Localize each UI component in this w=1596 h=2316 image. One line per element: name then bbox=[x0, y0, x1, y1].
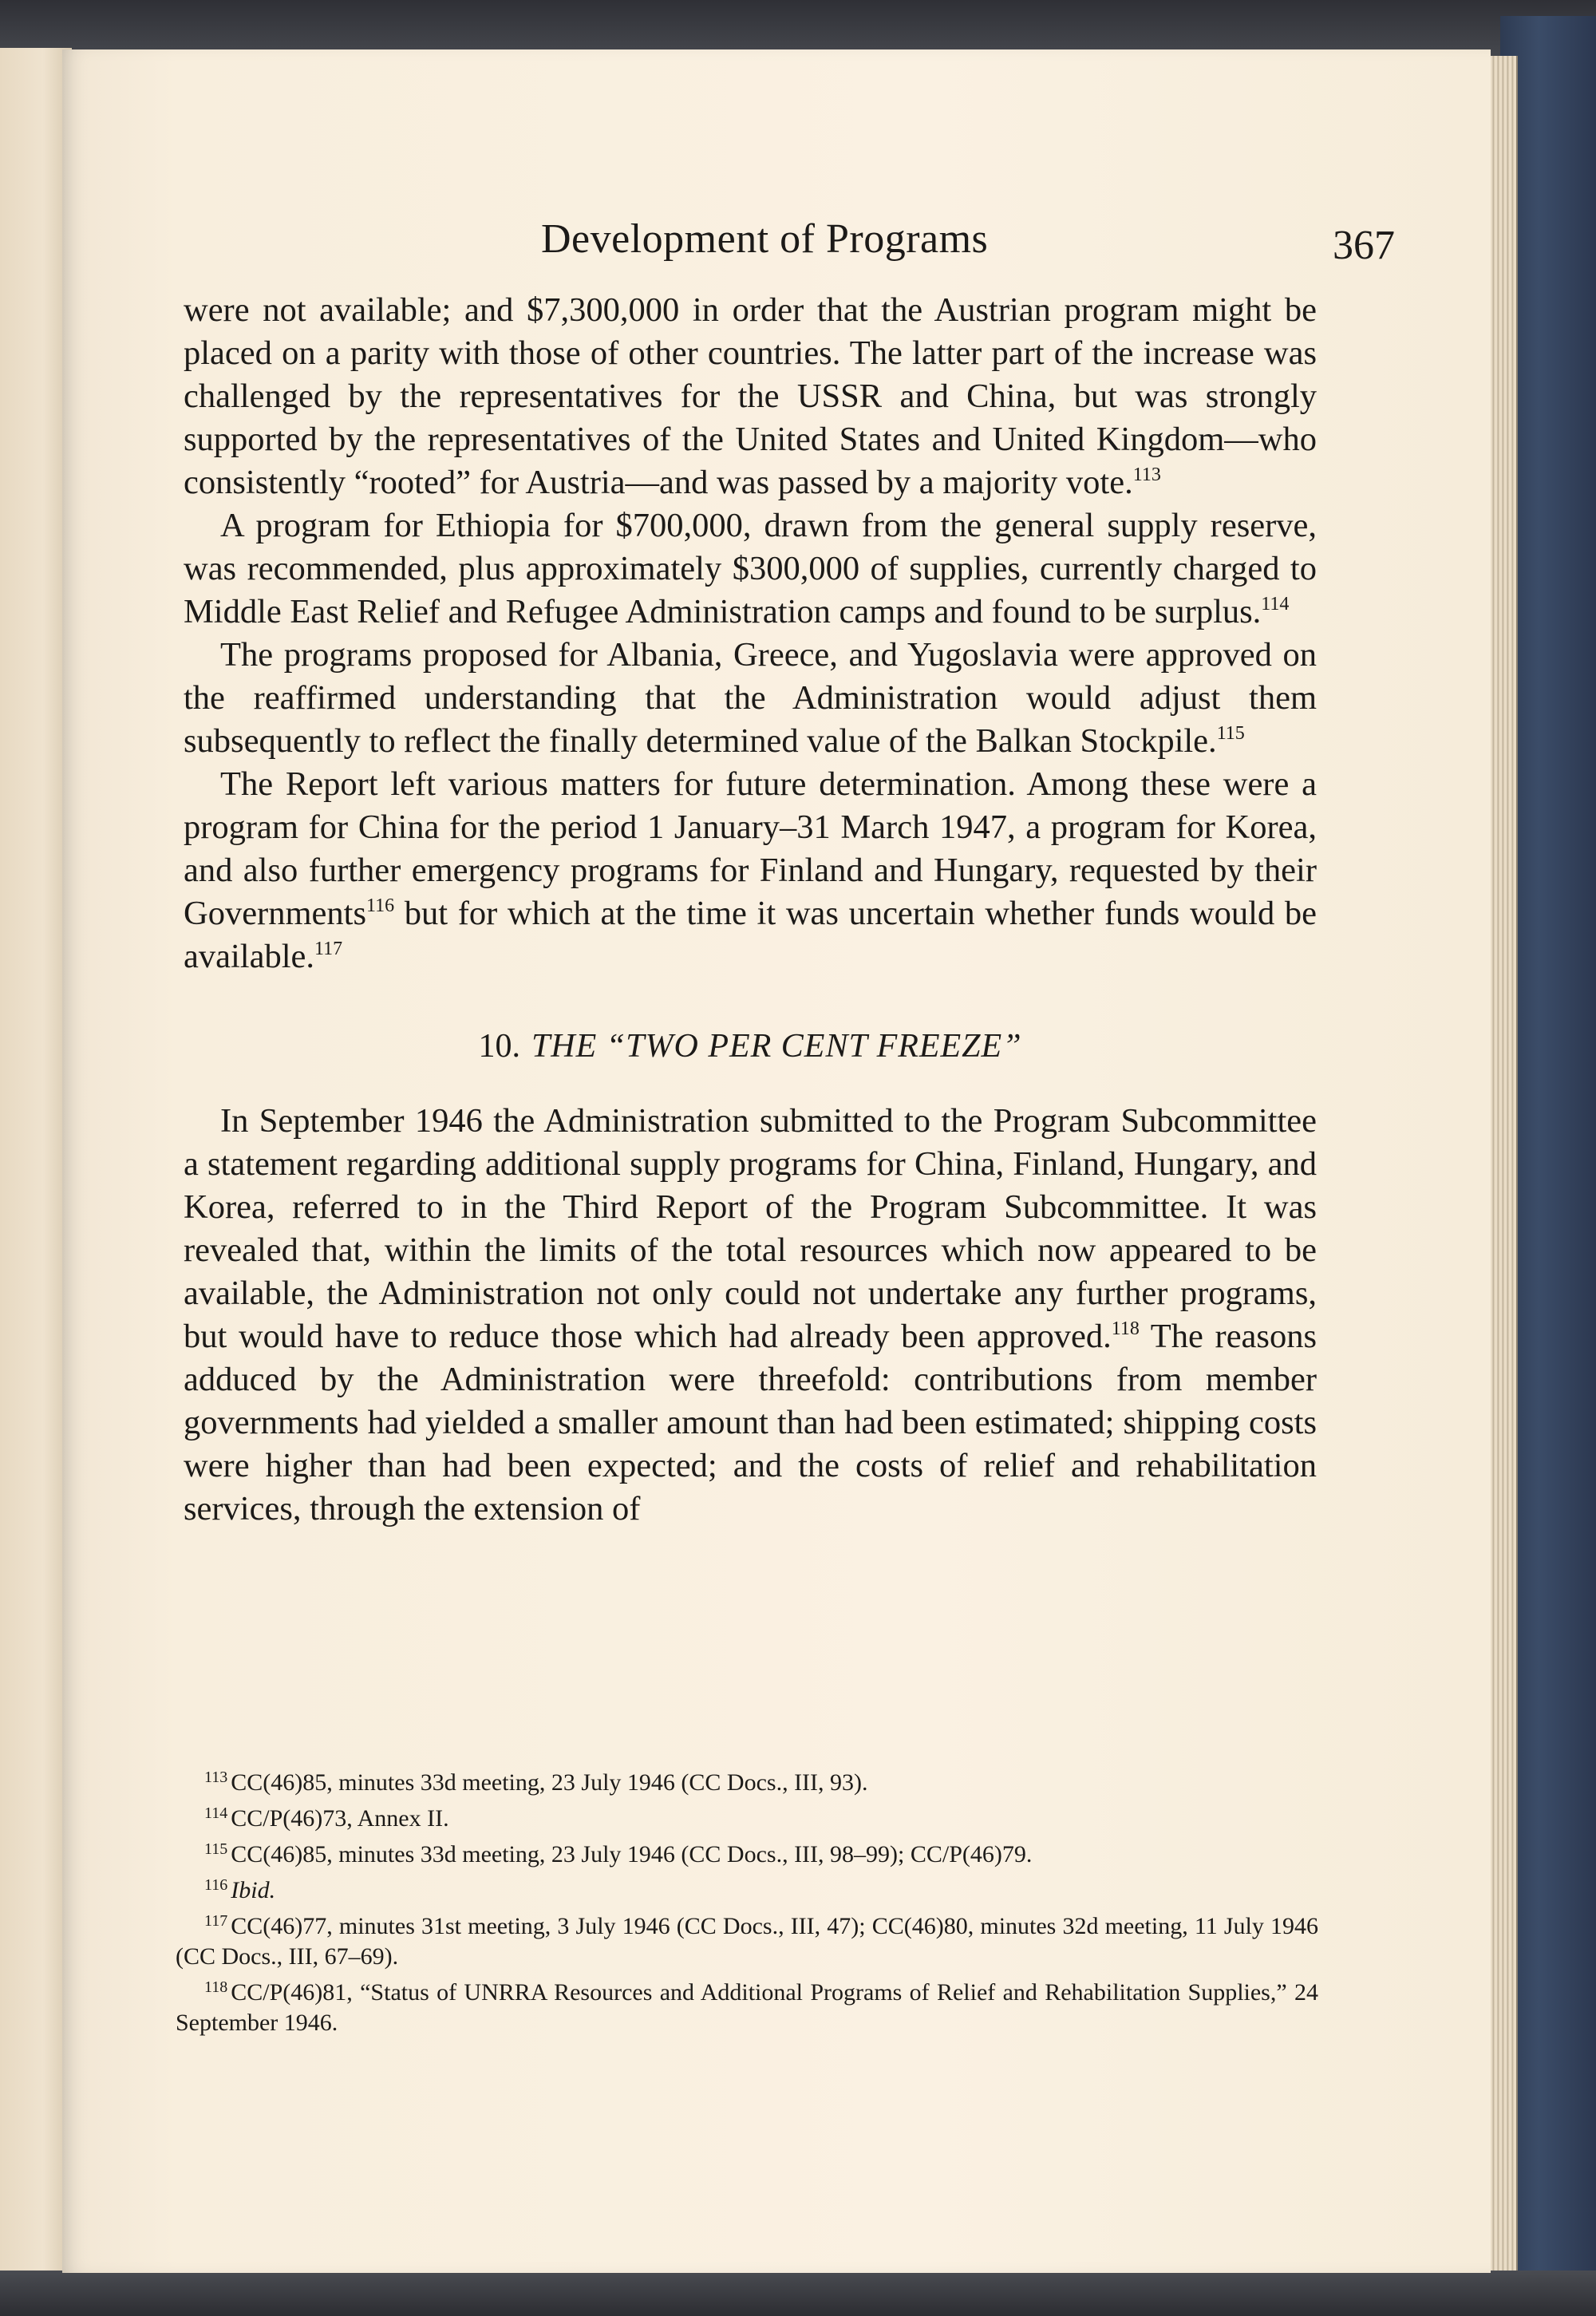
paragraph-text: The Report left various matters for future determination. Among these were a program for China for the period 1 January–31 March 1947, a program for Korea, and also further emergency programs for Finland and Hungary, requested by their Governments bbox=[184, 765, 1317, 932]
footnote-text: Ibid. bbox=[231, 1877, 276, 1903]
left-facing-page bbox=[0, 48, 72, 2275]
section-title: THE “TWO PER CENT FREEZE” bbox=[531, 1028, 1022, 1065]
footnote bbox=[176, 1834, 1318, 1870]
paragraph-text: In September 1946 the Administration submitted to the Program Subcommittee a statement regarding additional supply programs for China, Finland, Hungary, and Korea, referred to in the Third Report of the Program Subcommittee. It was revealed that, within the limits of the total resources which now appeared to be available, the Administration not only could not undertake any further programs, but would have to reduce those which had already been approved. bbox=[184, 1102, 1317, 1355]
footnote-number: 115 bbox=[204, 1840, 228, 1858]
paragraphs bbox=[184, 289, 1317, 978]
footnote-text: CC/P(46)73, Annex II. bbox=[231, 1805, 449, 1832]
running-head bbox=[477, 215, 1395, 279]
section-paragraphs bbox=[184, 1100, 1317, 1531]
footnote bbox=[176, 1798, 1318, 1834]
book-page bbox=[62, 49, 1491, 2273]
footnote-text: CC(46)85, minutes 33d meeting, 23 July 1946 (CC Docs., III, 98–99); CC/P(46)79. bbox=[231, 1841, 1033, 1867]
footnote bbox=[176, 1870, 1318, 1906]
footnote-number: 117 bbox=[204, 1912, 228, 1930]
footnote-number: 116 bbox=[204, 1876, 228, 1894]
paragraph bbox=[184, 763, 1317, 978]
background-bottom bbox=[0, 2271, 1596, 2316]
footnote bbox=[176, 1762, 1318, 1798]
footnote bbox=[176, 1972, 1318, 2038]
paragraph-text: The reasons adduced by the Administration were threefold: contributions from member governments had yielded a smaller amount than had been estimated; shipping costs were higher than had been expected; and the costs of relief and rehabilitation services, through the extension of bbox=[184, 1318, 1317, 1528]
footnote-ref: 118 bbox=[1111, 1318, 1140, 1339]
section-heading bbox=[184, 1025, 1317, 1068]
paragraph-text: were not available; and $7,300,000 in order that the Austrian program might be placed on a parity with those of other countries. The latter part of the increase was challenged by the representatives for the USSR and China, but was strongly supported by the representatives of the United States and United Kingdom—who consistently “rooted” for Austria—and was passed by a majority vote. bbox=[184, 291, 1317, 501]
footnote-text: CC(46)77, minutes 31st meeting, 3 July 1946 (CC Docs., III, 47); CC(46)80, minutes 32d meeting, 11 July 1946 (CC Docs., III, 67–69). bbox=[176, 1913, 1318, 1970]
paragraph bbox=[184, 289, 1317, 504]
background-top bbox=[0, 0, 1596, 56]
footnote-number: 113 bbox=[204, 1769, 228, 1786]
paragraph bbox=[184, 1100, 1317, 1531]
body-text bbox=[184, 289, 1317, 1531]
footnotes bbox=[176, 1762, 1318, 2038]
footnote-number: 118 bbox=[204, 1978, 228, 1996]
paragraph-text: but for which at the time it was uncertain whether funds would be available. bbox=[184, 895, 1317, 975]
paragraph bbox=[184, 504, 1317, 634]
footnote-ref: 116 bbox=[365, 895, 395, 916]
paragraph-text: The programs proposed for Albania, Greece, and Yugoslavia were approved on the reaffirmed understanding that the Administration would adjust them subsequently to reflect the finally determined value of the Balkan Stockpile. bbox=[184, 636, 1317, 760]
running-title: Development of Programs bbox=[541, 216, 989, 262]
footnote-ref: 117 bbox=[314, 939, 343, 959]
footnote-ref: 115 bbox=[1216, 723, 1245, 744]
footnote-text: CC/P(46)81, “Status of UNRRA Resources and Additional Programs of Relief and Rehabilitation Supplies,” 24 September 1946. bbox=[176, 1979, 1318, 2036]
paragraph-text: A program for Ethiopia for $700,000, drawn from the general supply reserve, was recommended, plus approximately $300,000 of supplies, currently charged to Middle East Relief and Refugee Administration camps and found to be surplus. bbox=[184, 507, 1317, 630]
page-number: 367 bbox=[1333, 223, 1395, 268]
footnote-ref: 114 bbox=[1261, 594, 1290, 615]
footnote-text: CC(46)85, minutes 33d meeting, 23 July 1946 (CC Docs., III, 93). bbox=[231, 1769, 868, 1796]
paragraph bbox=[184, 634, 1317, 763]
section-number: 10. bbox=[478, 1028, 520, 1065]
footnote-ref: 113 bbox=[1132, 464, 1161, 485]
footnote bbox=[176, 1906, 1318, 1972]
footnote-number: 114 bbox=[204, 1804, 228, 1822]
